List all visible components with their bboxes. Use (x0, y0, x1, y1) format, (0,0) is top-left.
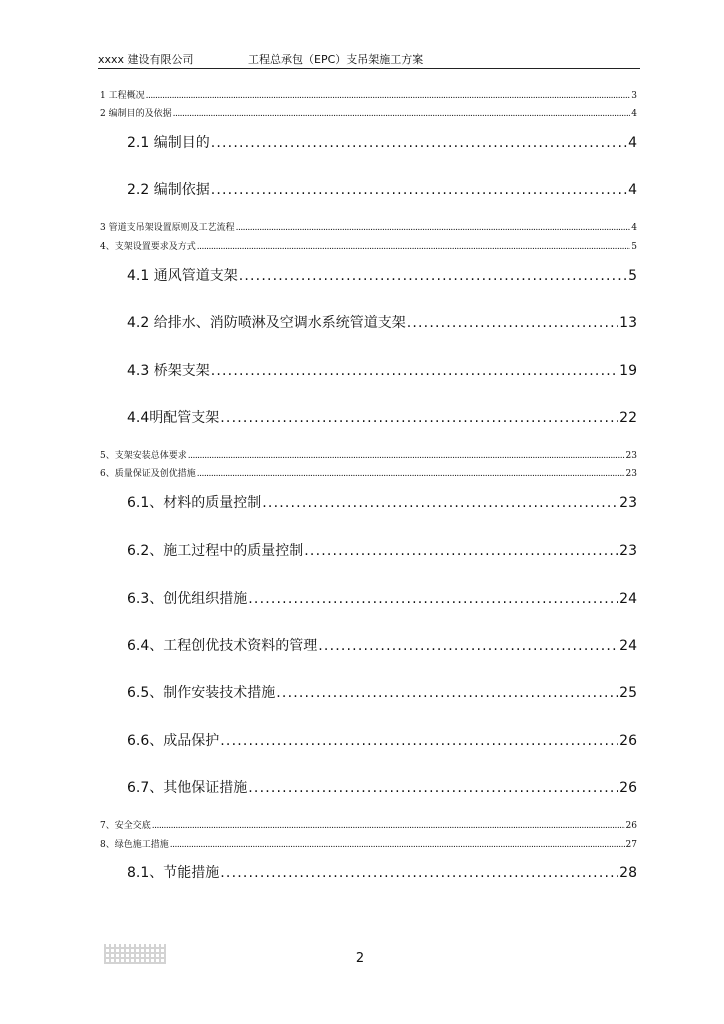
toc-entry[interactable] (100, 839, 637, 851)
toc-entry-page: 23 (625, 469, 637, 479)
toc-entry[interactable] (127, 683, 637, 703)
toc-entry-label: 5、支架安装总体要求 (100, 451, 187, 461)
toc-entry-page: 26 (619, 733, 637, 749)
toc-leader-dots (197, 241, 631, 253)
toc-entry-label: 6.4、工程创优技术资料的管理 (127, 638, 318, 654)
toc-leader-dots (211, 361, 618, 381)
toc-entry-page: 27 (625, 840, 637, 850)
toc-entry[interactable] (127, 863, 637, 883)
toc-entry-label: 4.4明配管支架 (127, 410, 220, 426)
toc-entry-page: 26 (625, 821, 637, 831)
toc-entry[interactable] (127, 361, 637, 381)
toc-leader-dots (146, 90, 631, 102)
toc-entry[interactable] (100, 241, 637, 253)
toc-entry[interactable] (100, 90, 637, 102)
toc-entry[interactable] (127, 408, 637, 428)
toc-entry-page: 23 (619, 495, 637, 511)
toc-leader-dots (220, 408, 618, 428)
toc-entry-label: 6.5、制作安装技术措施 (127, 685, 276, 701)
toc-entry-label: 8、绿色施工措施 (100, 840, 169, 850)
document-title: 工程总承包（EPC）支吊架施工方案 (248, 53, 424, 66)
toc-leader-dots (220, 863, 618, 883)
toc-entry-label: 4.3 桥架支架 (127, 363, 210, 379)
toc-entry-label: 6.1、材料的质量控制 (127, 495, 262, 511)
toc-entry-page: 23 (625, 451, 637, 461)
toc-entry-page: 19 (619, 363, 637, 379)
toc-entry-page: 24 (619, 638, 637, 654)
toc-entry-page: 26 (619, 780, 637, 796)
toc-leader-dots (173, 108, 631, 120)
toc-entry-label: 6.6、成品保护 (127, 733, 220, 749)
toc-entry-label: 6.2、施工过程中的质量控制 (127, 543, 304, 559)
toc-entry-page: 24 (619, 591, 637, 607)
toc-entry[interactable] (127, 313, 637, 333)
toc-entry-page: 5 (628, 268, 637, 284)
toc-entry[interactable] (127, 636, 637, 656)
toc-entry-page: 4 (631, 109, 637, 119)
toc-entry[interactable] (127, 180, 637, 200)
toc-entry-page: 22 (619, 410, 637, 426)
toc-entry[interactable] (127, 133, 637, 153)
toc-entry-label: 6.7、其他保证措施 (127, 780, 248, 796)
page-number: 2 (355, 951, 365, 966)
toc-entry[interactable] (100, 450, 637, 462)
toc-entry[interactable] (100, 820, 637, 832)
toc-leader-dots (197, 468, 625, 480)
toc-entry[interactable] (100, 108, 637, 120)
toc-entry-page: 23 (619, 543, 637, 559)
toc-entry[interactable] (127, 541, 637, 561)
toc-leader-dots (276, 683, 618, 703)
toc-entry-label: 3 管道支吊架设置原则及工艺流程 (100, 223, 235, 233)
toc-entry-label: 6.3、创优组织措施 (127, 591, 248, 607)
toc-entry-label: 7、安全交底 (100, 821, 151, 831)
toc-leader-dots (407, 313, 618, 333)
toc-entry-label: 4.2 给排水、消防喷淋及空调水系统管道支架 (127, 315, 406, 331)
toc-entry-label: 4、支架设置要求及方式 (100, 242, 196, 252)
toc-leader-dots (152, 820, 625, 832)
toc-entry[interactable] (127, 266, 637, 286)
toc-entry-page: 4 (628, 182, 637, 198)
toc-entry-page: 5 (631, 242, 637, 252)
page-header (98, 52, 640, 69)
toc-entry-label: 8.1、节能措施 (127, 865, 220, 881)
toc-entry[interactable] (127, 589, 637, 609)
toc-leader-dots (211, 180, 627, 200)
toc-entry-label: 2 编制目的及依据 (100, 109, 172, 119)
toc-entry[interactable] (100, 222, 637, 234)
toc-leader-dots (170, 839, 625, 851)
toc-entry[interactable] (127, 778, 637, 798)
toc-entry[interactable] (127, 731, 637, 751)
company-name: xxxx 建设有限公司 (98, 53, 194, 66)
toc-entry-label: 6、质量保证及创优措施 (100, 469, 196, 479)
toc-leader-dots (188, 450, 625, 462)
toc-leader-dots (236, 222, 631, 234)
toc-leader-dots (318, 636, 618, 656)
toc-leader-dots (220, 731, 618, 751)
toc-entry-label: 4.1 通风管道支架 (127, 268, 238, 284)
toc-leader-dots (211, 133, 627, 153)
toc-entry[interactable] (127, 493, 637, 513)
toc-entry-page: 13 (619, 315, 637, 331)
toc-leader-dots (239, 266, 627, 286)
toc-entry[interactable] (100, 468, 637, 480)
toc-leader-dots (248, 589, 618, 609)
faded-stamp-mark (104, 944, 166, 964)
toc-entry-label: 1 工程概况 (100, 91, 145, 101)
toc-entry-page: 4 (628, 135, 637, 151)
toc-leader-dots (262, 493, 618, 513)
toc-entry-page: 4 (631, 223, 637, 233)
toc-leader-dots (304, 541, 618, 561)
toc-entry-page: 3 (631, 91, 637, 101)
toc-entry-label: 2.1 编制目的 (127, 135, 210, 151)
toc-entry-page: 25 (619, 685, 637, 701)
toc-entry-page: 28 (619, 865, 637, 881)
toc-entry-label: 2.2 编制依据 (127, 182, 210, 198)
toc-leader-dots (248, 778, 618, 798)
